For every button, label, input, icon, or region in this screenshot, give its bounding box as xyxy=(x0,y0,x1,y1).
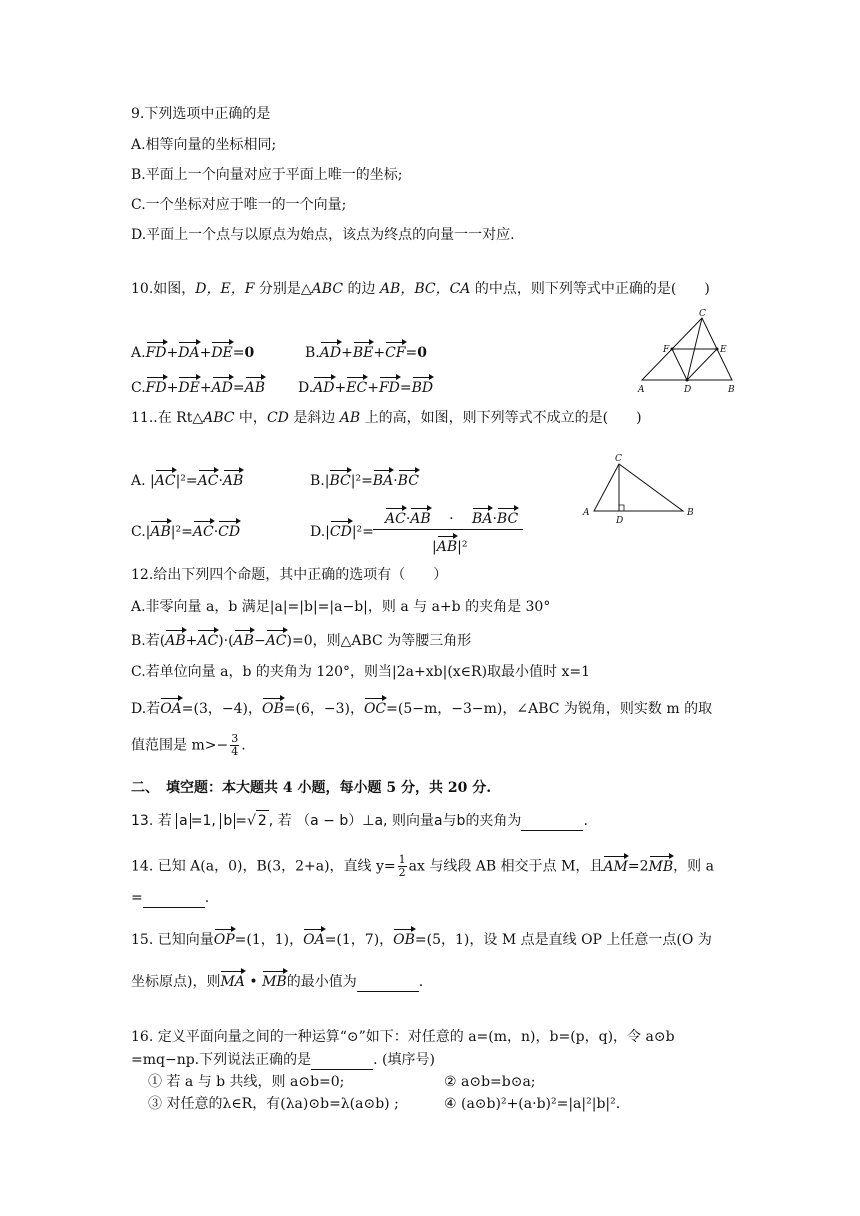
q15-stem: 15. 已知向量OP=(1，1)，OA=(1，7)，OB=(5，1)，设 M 点是直线 OP 上任意一点(O 为 xyxy=(131,932,712,948)
q16-line2: =mq−np.下列说法正确的是 . (填序号) xyxy=(131,1052,435,1068)
q11-fraction-bar xyxy=(373,529,523,530)
q9-stem: 9.下列选项中正确的是 xyxy=(131,106,271,122)
q16-stem: 16. 定义平面向量之间的一种运算“⊙”如下：对任意的 a=(m，n)，b=(p，q)，令 a⊙b xyxy=(131,1029,675,1045)
q11-option-a: A. |AC|²=AC·AB xyxy=(131,473,244,489)
q11-option-b: B.|BC|²=BA·BC xyxy=(310,473,419,489)
fig-label-b: B xyxy=(687,508,694,518)
fig-label-c: C xyxy=(699,309,706,319)
q14-line2: = . xyxy=(131,890,210,906)
q13-stem: 13. 若 a =1, b =√ 2 , 若 （a − b）⊥a, 则向量a与b的夹角为 . xyxy=(131,810,588,831)
q12-option-c: C.若单位向量 a，b 的夹角为 120°，则当|2a+xb|(x∈R)取最小值时 x=1 xyxy=(131,664,591,680)
q16-option-2: ② a⊙b=b⊙a; xyxy=(444,1074,536,1090)
q12-option-d: D.若OA=(3，−4)，OB=(6，−3)，OC=(5−m，−3−m)，∠ABC 为锐角，则实数 m 的取 xyxy=(131,701,713,717)
q10-triangle-figure xyxy=(632,306,744,398)
q14-answer-blank[interactable] xyxy=(143,893,205,908)
q9-option-d: D.平面上一个点与以原点为始点，该点为终点的向量一一对应. xyxy=(131,227,515,243)
q11-option-d-numerator: AC·AB · BA·BC xyxy=(385,511,519,527)
q13-answer-blank[interactable] xyxy=(521,816,583,831)
fig-label-a: A xyxy=(638,385,645,395)
fig-label-d: D xyxy=(684,385,692,395)
q10-option-b: B.AD+BE+CF=0 xyxy=(305,345,427,361)
q11-option-c: C.|AB|²=AC·CD xyxy=(131,524,241,540)
fig-label-c: C xyxy=(615,454,622,464)
q10-option-c: C.FD+DE+AD=AB xyxy=(131,380,266,396)
section-fill-in-heading: 二、 填空题：本大题共 4 小题，每小题 5 分，共 20 分. xyxy=(131,780,492,796)
fig-label-e: E xyxy=(720,345,727,355)
q12-option-a: A.非零向量 a，b 满足|a|=|b|=|a−b|，则 a 与 a+b 的夹角是 30° xyxy=(131,599,551,615)
q10-option-a: A.FD+DA+DE=0 xyxy=(131,345,255,361)
q9-option-b: B.平面上一个向量对应于平面上唯一的坐标; xyxy=(131,167,403,183)
q12-option-b: B.若(AB+AC)·(AB−AC)=0，则△ABC 为等腰三角形 xyxy=(131,633,472,649)
q16-answer-blank[interactable] xyxy=(311,1055,373,1070)
q9-option-c: C.一个坐标对应于唯一的一个向量; xyxy=(131,197,347,213)
q15-answer-blank[interactable] xyxy=(357,977,419,992)
q11-stem: 11..在 Rt△ABC 中，CD 是斜边 AB 上的高，如图，则下列等式不成立的是( ) xyxy=(131,410,642,426)
q16-option-3: ③ 对任意的λ∈R，有(λa)⊙b=λ(a⊙b) ; xyxy=(148,1096,399,1112)
q16-option-4: ④ (a⊙b)²+(a·b)²=|a|²|b|². xyxy=(444,1096,621,1112)
q11-option-d-denominator: |AB|² xyxy=(432,539,468,555)
fig-label-f: F xyxy=(663,345,670,355)
fig-label-d: D xyxy=(616,516,624,526)
q11-option-d: D.|CD|²= xyxy=(310,524,374,540)
q10-stem: 10.如图，D，E，F 分别是△ABC 的边 AB，BC，CA 的中点，则下列等式中正确的是( ) xyxy=(131,281,710,297)
q12-option-d-line2: 值范围是 m>− $\frac{3}{4}$ . xyxy=(131,732,246,758)
q15-line2: 坐标原点)，则MA • MB的最小值为 . xyxy=(131,974,424,990)
q9-option-a: A.相等向量的坐标相同; xyxy=(131,137,277,153)
q10-option-d: D.AD+EC+FD=BD xyxy=(298,380,434,396)
q14-stem: 14. 已知 A(a，0)，B(3，2+a)，直线 y= $\frac{1}{2}$ ax 与线段 AB 相交于点 M，且AM=2MB，则 a xyxy=(131,853,714,879)
q11-right-triangle-figure xyxy=(578,451,698,529)
q12-stem: 12.给出下列四个命题，其中正确的选项有（ ） xyxy=(131,567,448,583)
fig-label-a: A xyxy=(583,508,590,518)
q16-option-1: ① 若 a 与 b 共线，则 a⊙b=0; xyxy=(148,1074,345,1090)
fig-label-b: B xyxy=(728,385,735,395)
